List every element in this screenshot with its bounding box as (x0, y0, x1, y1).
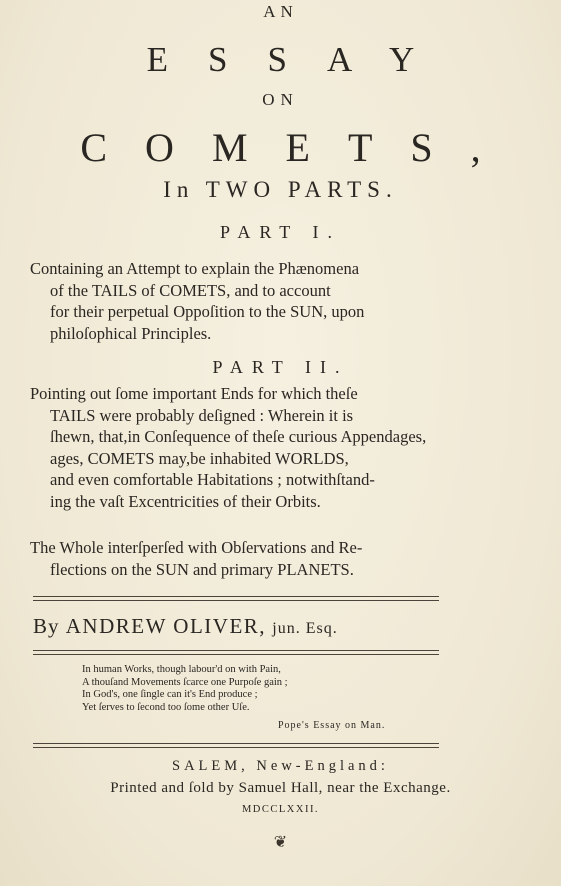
imprint-printer: Printed and ſold by Samuel Hall, near the Exchange. (110, 780, 451, 796)
part-two-line: ing the vaſt Excentricities of their Orbits. (50, 491, 321, 511)
part-one-description (30, 258, 442, 344)
part-two-description (30, 383, 442, 512)
epigraph-line: In God's, one ſingle can it's End produce ; (82, 689, 258, 700)
title-comets: COMETS, (80, 125, 519, 170)
part-two-heading: PART II. (212, 357, 349, 377)
epigraph-line: In human Works, though labour'd on with Pain, (82, 664, 281, 675)
author-name: ANDREW OLIVER, (65, 614, 267, 638)
whole-line: flections on the SUN and primary PLANETS. (50, 559, 354, 579)
whole-line: The Whole interſperſed with Obſervations and Re- (30, 538, 363, 557)
part-one-line: Containing an Attempt to explain the Phænomena (30, 259, 360, 278)
part-two-line: Pointing out ſome important Ends for which theſe (30, 384, 358, 403)
double-rule-bottom (33, 743, 439, 748)
epigraph (82, 664, 288, 714)
part-one-line: of the TAILS of COMETS, and to account (50, 280, 331, 300)
part-two-line: ſhewn, that,in Conſequence of theſe curious Appendages, (50, 427, 427, 446)
part-one-line: for their perpetual Oppoſition to the SUN, upon (50, 302, 365, 321)
part-two-line: TAILS were probably deſigned : Wherein it is (50, 405, 354, 425)
part-one-heading: PART I. (220, 222, 341, 242)
fleuron-icon: ❦ (273, 834, 288, 851)
imprint-year: MDCCLXXII. (241, 804, 320, 815)
epigraph-line: A thouſand Movements ſcarce one Purpoſe gain ; (82, 676, 288, 688)
imprint-place: SALEM, New-England: (172, 758, 389, 774)
title-article: AN (263, 2, 298, 21)
part-two-line: and even comfortable Habitations ; notwithſtand- (50, 470, 375, 489)
whole-description (30, 537, 442, 580)
part-one-line: philoſophical Principles. (50, 323, 212, 343)
author-suffix: jun. Esq. (272, 620, 338, 637)
author-byline (33, 614, 338, 639)
title-on: ON (262, 90, 299, 109)
byline-by: By (33, 614, 60, 638)
double-rule-middle (33, 650, 439, 655)
epigraph-line: Yet ſerves to ſecond too ſome other Uſe. (82, 701, 250, 713)
title-essay: ESSAY (146, 40, 455, 79)
subtitle-two-parts: In TWO PARTS. (163, 177, 398, 202)
double-rule-top (33, 596, 439, 601)
epigraph-source: Pope's Essay on Man. (278, 720, 386, 731)
part-two-line: ages, COMETS may,be inhabited WORLDS, (50, 448, 349, 468)
